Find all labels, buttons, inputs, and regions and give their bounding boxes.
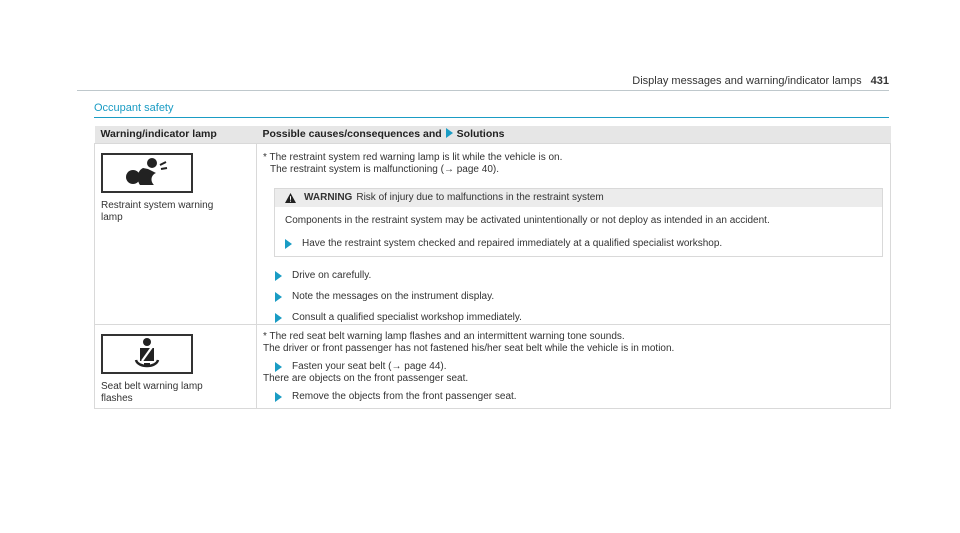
warning-triangle-icon xyxy=(285,193,296,203)
cause-text: There are objects on the front passenger seat. xyxy=(263,372,469,384)
cause-text: The driver or front passenger has not fastened his/her seat belt while the vehicle is in motion. xyxy=(263,342,675,354)
lamp-cell xyxy=(95,143,257,324)
description-cell xyxy=(257,143,891,324)
step-text: Remove the objects from the front passenger seat. xyxy=(292,390,517,402)
warning-title: Risk of injury due to malfunctions in the restraint system xyxy=(356,191,604,203)
lamp-name-line1: Seat belt warning lamp xyxy=(101,380,203,392)
step-text: Drive on carefully. xyxy=(292,269,372,281)
step-text: Note the messages on the instrument display. xyxy=(292,290,495,302)
solution-steps xyxy=(263,270,890,324)
top-rule xyxy=(77,90,889,91)
step-text: Consult a qualified specialist workshop immediately. xyxy=(292,311,522,323)
seat-belt-icon xyxy=(132,337,162,371)
cause-text: * The red seat belt warning lamp flashes and an intermittent warning tone sounds. xyxy=(263,330,625,342)
lamp-name-line2: lamp xyxy=(101,211,123,223)
solution-step xyxy=(275,291,890,303)
solution-step xyxy=(263,391,890,403)
airbag-occupant-icon xyxy=(124,157,170,189)
column-header-causes xyxy=(257,126,891,143)
warning-header xyxy=(275,189,882,207)
solution-step xyxy=(275,312,890,324)
column-header-causes-label: Possible causes/consequences and xyxy=(262,128,442,141)
table-header-row xyxy=(95,126,891,143)
warning-body xyxy=(275,207,882,250)
lamp-name-line2: flashes xyxy=(101,392,133,404)
table-row xyxy=(95,324,891,408)
warning-label: WARNING xyxy=(304,191,353,203)
solution-step xyxy=(263,361,890,373)
solution-arrow-icon xyxy=(446,128,453,138)
step-text: Fasten your seat belt (→ page 44). xyxy=(292,360,447,372)
running-header xyxy=(632,75,889,87)
section-title: Occupant safety xyxy=(94,102,174,114)
page-number: 431 xyxy=(870,75,889,87)
cause-text: The restraint system is malfunctioning (→ page 40). xyxy=(270,163,499,175)
step-arrow-icon xyxy=(285,239,292,249)
column-header-solutions-label: Solutions xyxy=(456,128,505,141)
seat-belt-lamp-symbol xyxy=(101,334,193,374)
warning-text: Components in the restraint system may be activated unintentionally or not deploy as intended in an accident. xyxy=(285,214,770,226)
step-arrow-icon xyxy=(275,392,282,402)
section-rule xyxy=(94,117,889,118)
restraint-lamp-symbol xyxy=(101,153,193,193)
warning-lamp-table xyxy=(94,126,891,409)
step-arrow-icon xyxy=(275,362,282,372)
step-arrow-icon xyxy=(275,313,282,323)
step-arrow-icon xyxy=(275,292,282,302)
description-cell xyxy=(257,324,891,408)
running-title: Display messages and warning/indicator lamps xyxy=(632,75,862,87)
step-text: Have the restraint system checked and repaired immediately at a qualified specialist workshop. xyxy=(302,237,723,249)
lamp-name-line1: Restraint system warning xyxy=(101,199,214,211)
warning-step xyxy=(285,238,882,250)
solution-step xyxy=(275,270,890,282)
table-row xyxy=(95,143,891,324)
cause-text: * The restraint system red warning lamp is lit while the vehicle is on. xyxy=(263,151,563,163)
lamp-cell xyxy=(95,324,257,408)
column-header-lamp: Warning/indicator lamp xyxy=(95,126,257,143)
warning-box xyxy=(274,188,883,257)
step-arrow-icon xyxy=(275,271,282,281)
